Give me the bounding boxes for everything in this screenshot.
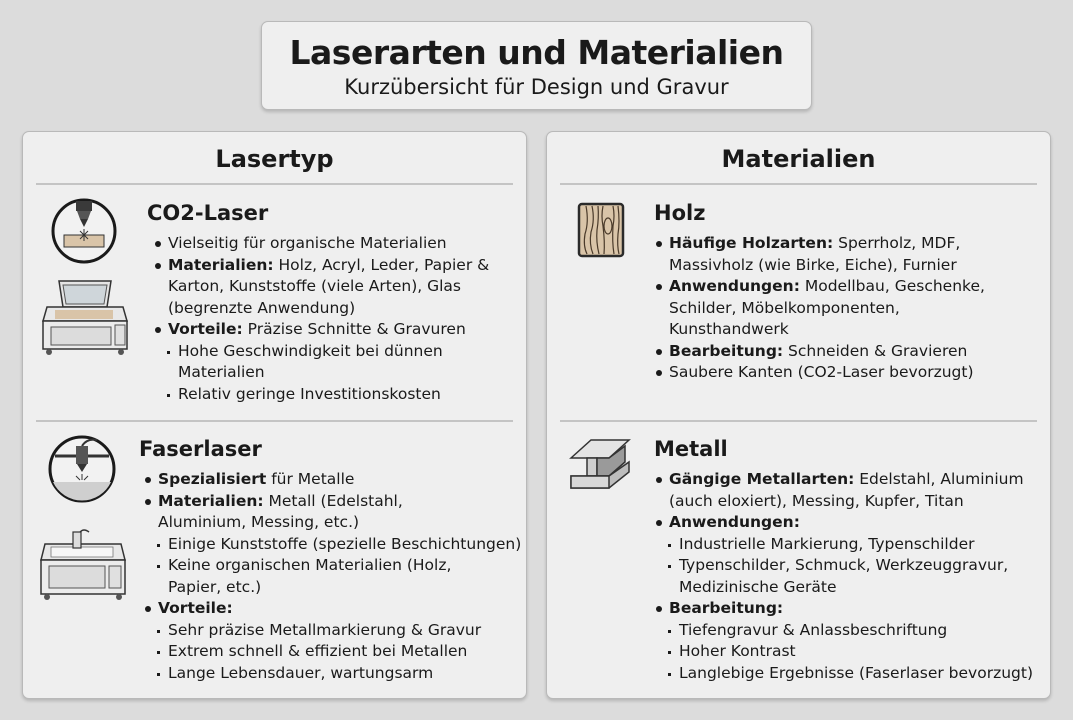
wood-grain-icon — [577, 202, 625, 258]
header-box — [261, 21, 812, 110]
laser-type-panel — [22, 131, 527, 699]
divider — [36, 183, 513, 185]
list-subitem: Hoher Kontrast — [655, 641, 1045, 663]
list-item: Saubere Kanten (CO2-Laser bevorzugt) — [655, 362, 1005, 384]
bullet-list — [655, 469, 1045, 684]
section-title: Faserlaser — [139, 437, 262, 461]
list-item: Häufige Holzarten: Sperrholz, MDF, Massivholz (wie Birke, Eiche), Furnier — [655, 233, 985, 276]
list-subitem: Tiefengravur & Anlassbeschriftung — [655, 620, 1045, 642]
fiber-laser-nozzle-icon — [47, 434, 117, 504]
laser-nozzle-wood-icon — [50, 197, 118, 265]
list-item: Bearbeitung: — [655, 598, 1045, 620]
list-item: Vorteile: — [144, 598, 524, 620]
list-subitem: Hohe Geschwindigkeit bei dünnen Materialien — [154, 341, 504, 384]
divider — [560, 183, 1037, 185]
divider — [560, 420, 1037, 422]
fiber-laser-machine-icon — [37, 524, 129, 604]
list-item: Anwendungen: Modellbau, Geschenke, Schilder, Möbelkomponenten, Kunsthandwerk — [655, 276, 1000, 341]
list-subitem: Einige Kunststoffe (spezielle Beschichtungen) — [144, 534, 524, 556]
list-subitem: Langlebige Ergebnisse (Faserlaser bevorzugt) — [655, 663, 1045, 685]
bullet-list — [154, 233, 504, 405]
metal-i-beam-icon — [569, 436, 631, 492]
section-title: Metall — [654, 437, 728, 461]
materials-panel — [546, 131, 1051, 699]
bullet-list — [655, 233, 1005, 384]
list-item: Materialien: Metall (Edelstahl, Aluminium, Messing, etc.) — [144, 491, 489, 534]
list-subitem: Lange Lebensdauer, wartungsarm — [144, 663, 524, 685]
panel-title: Materialien — [721, 145, 876, 173]
list-item: Vielseitig für organische Materialien — [154, 233, 504, 255]
list-subitem: Extrem schnell & effizient bei Metallen — [144, 641, 524, 663]
section-title: Holz — [654, 201, 706, 225]
page-subtitle: Kurzübersicht für Design und Gravur — [344, 75, 729, 99]
list-item: Gängige Metallarten: Edelstahl, Aluminium (auch eloxiert), Messing, Kupfer, Titan — [655, 469, 1035, 512]
panel-title: Lasertyp — [215, 145, 334, 173]
section-title: CO2-Laser — [147, 201, 269, 225]
list-item: Materialien: Holz, Acryl, Leder, Papier & Karton, Kunststoffe (viele Arten), Glas (begrenzte Anwendung) — [154, 255, 504, 320]
list-item: Bearbeitung: Schneiden & Gravieren — [655, 341, 1005, 363]
list-subitem: Relativ geringe Investitionskosten — [154, 384, 504, 406]
list-subitem: Keine organischen Materialien (Holz, Papier, etc.) — [144, 555, 474, 598]
list-item: Spezialisiert für Metalle — [144, 469, 524, 491]
list-item: Vorteile: Präzise Schnitte & Gravuren — [154, 319, 504, 341]
co2-laser-machine-icon — [41, 277, 129, 357]
divider — [36, 420, 513, 422]
list-subitem: Industrielle Markierung, Typenschilder — [655, 534, 1045, 556]
list-subitem: Typenschilder, Schmuck, Werkzeuggravur, Medizinische Geräte — [655, 555, 1025, 598]
page-title: Laserarten und Materialien — [289, 33, 784, 72]
list-subitem: Sehr präzise Metallmarkierung & Gravur — [144, 620, 524, 642]
bullet-list — [144, 469, 524, 684]
list-item: Anwendungen: — [655, 512, 1045, 534]
